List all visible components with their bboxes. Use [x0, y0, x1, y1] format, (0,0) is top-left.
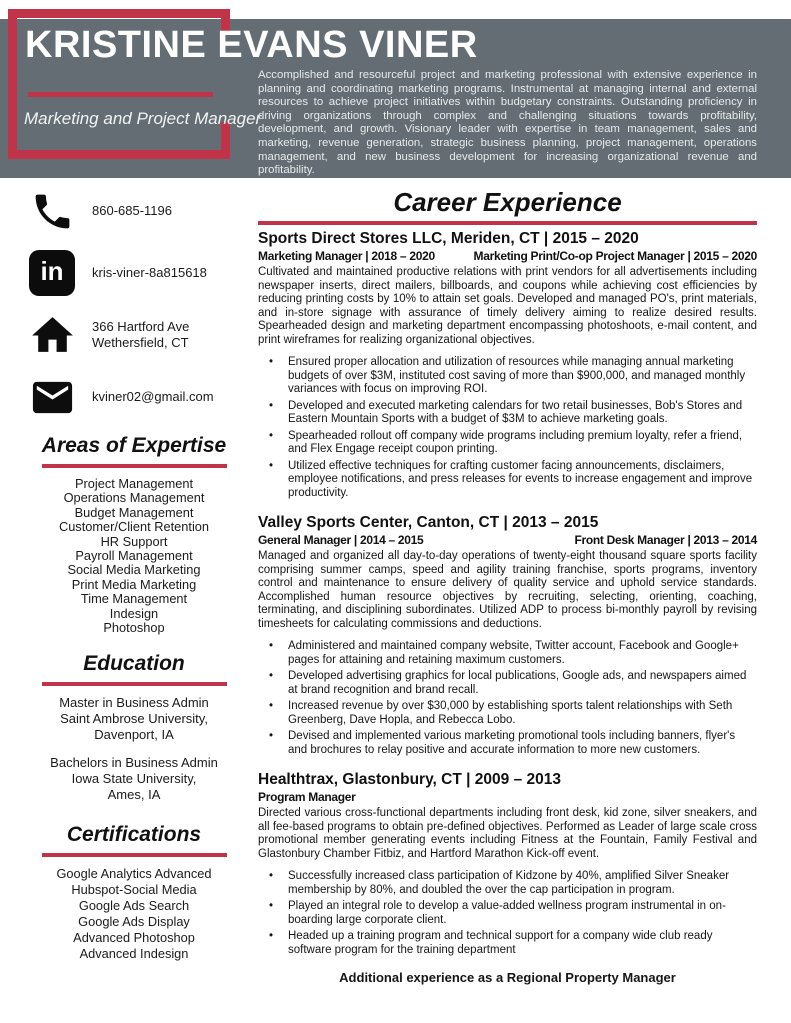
certification-item: Advanced Indesign [79, 946, 189, 962]
certification-item: Google Ads Search [78, 898, 190, 914]
education-entry [12, 755, 256, 803]
expertise-item: Indesign [109, 605, 159, 621]
accent-frame-left [8, 9, 17, 159]
certification-item: Google Analytics Advanced [56, 866, 212, 882]
address-line1: 366 Hartford Ave [92, 319, 190, 334]
experience-heading: Career Experience [393, 187, 622, 217]
job-role: Front Desk Manager | 2013 – 2014 [574, 533, 757, 547]
accent-frame-bottom [8, 150, 230, 159]
job-bullet: • Utilized effective techniques for crafting customer facing announcements, disclaimers, employee notifications, and press releases for events to increase engagement and improve productivity. [288, 460, 757, 501]
job-bullets [258, 640, 757, 757]
job-bullet: • Developed and executed marketing calendars for two retail businesses, Bob's Stores and Eastern Mountain Sports with a budget of $3M to achieve marketing goals. [288, 400, 757, 427]
certifications-underline [42, 853, 227, 857]
job-bullet: • Spearheaded rollout off company wide programs including premium loyalty, refer a friend, and Flex Engage receipt coupon printing. [288, 430, 757, 457]
experience-rule [258, 221, 757, 225]
school: Iowa State University, [71, 771, 197, 787]
job-roles [258, 533, 757, 547]
phone-icon [26, 189, 78, 234]
contact-linkedin-row [26, 248, 256, 298]
job-bullet: • Developed advertising graphics for local publications, Google ads, and newspapers aimed at brand recognition and brand recall. [288, 670, 757, 697]
education-entry [12, 695, 256, 743]
job-role: Marketing Print/Co-op Project Manager | 2015 – 2020 [473, 249, 757, 263]
job-company: Valley Sports Center, Canton, CT | 2013 – 2015 [258, 514, 599, 531]
school-location: Davenport, IA [94, 727, 174, 743]
contact-address-row [26, 310, 256, 360]
home-icon [26, 311, 78, 360]
address-line2: Wethersfield, CT [92, 335, 189, 350]
degree: Bachelors in Business Admin [50, 755, 218, 771]
linkedin-handle: kris-viner-8a815618 [92, 265, 207, 280]
certification-item: Google Ads Display [78, 914, 190, 930]
school: Saint Ambrose University, [60, 711, 208, 727]
expertise-item: Photoshop [103, 620, 165, 636]
contact-email-row [26, 372, 256, 422]
job-summary: Managed and organized all day-to-day operations of twenty-eight thousand square sports facility comprising summer camps, speed and agility training franchise, sports programs, inventory control and maintenance to ensure delivery of quality service and uphold service standards. Accomplished human resource objectives by recruiting, selecting, orienting, coaching, terminating, and disciplining subordinates. Utilized ADP to process bi-monthly payroll by revising timesheets for calculating commissions and deductions. [258, 550, 757, 630]
job-section [258, 230, 757, 500]
contact-phone-row [26, 186, 256, 236]
expertise-list [12, 477, 256, 635]
expertise-item: HR Support [100, 533, 168, 549]
education-heading: Education [83, 652, 185, 676]
job-role: General Manager | 2014 – 2015 [258, 533, 424, 547]
candidate-name: KRISTINE EVANS VINER [25, 24, 478, 66]
job-bullet: • Played an integral role to develop a value-added wellness program instrumental in on-boarding large corporate client. [288, 900, 757, 927]
job-bullet: • Administered and maintained company website, Twitter account, Facebook and Google+ pages for attaining and retaining maximum customers. [288, 640, 757, 667]
job-bullets [258, 356, 757, 500]
job-section [258, 514, 757, 757]
job-roles [258, 790, 757, 804]
job-bullet: • Ensured proper allocation and utilization of resources while managing annual marketing budgets of over $3M, instituted cost saving of more than $900,000, and managed monthly variances with focus on improving ROI. [288, 356, 757, 397]
expertise-heading: Areas of Expertise [41, 434, 227, 457]
phone-number: 860-685-1196 [92, 203, 172, 218]
additional-experience-note: Additional experience as a Regional Property Manager [339, 970, 676, 985]
job-company: Sports Direct Stores LLC, Meriden, CT | 2015 – 2020 [258, 230, 639, 247]
address [92, 319, 189, 351]
certification-item: Hubspot-Social Media [71, 882, 197, 898]
profile-summary: Accomplished and resourceful project and marketing professional with extensive experience in planning and coordinating marketing programs. Instrumental at managing internal and external resources to achieve project initiatives within budgetary constraints. Outstanding proficiency in driving organizations through complex and challenging situations towards profitability, development, and growth. Visionary leader with expertise in team management, sales and marketing, revenue generation, strategic business planning, project management, operations management, and new business development for increasing organizational revenue and profitability. [258, 69, 757, 177]
expertise-underline [42, 464, 227, 468]
contact-section [12, 186, 256, 422]
expertise-item: Time Management [80, 591, 188, 607]
expertise-item: Customer/Client Retention [58, 519, 210, 535]
job-bullet: • Devised and implemented various marketing promotional tools including banners, flyer's and brochures to relay positive and accurate information to more new customers. [288, 730, 757, 757]
candidate-title: Marketing and Project Manager [24, 109, 262, 128]
job-role: Marketing Manager | 2018 – 2020 [258, 249, 435, 263]
experience-column [258, 187, 757, 985]
expertise-item: Social Media Marketing [67, 562, 201, 578]
title-underline [28, 92, 213, 97]
expertise-item: Payroll Management [75, 548, 193, 564]
degree: Master in Business Admin [59, 695, 209, 711]
sidebar [12, 186, 256, 962]
expertise-item: Budget Management [74, 504, 194, 520]
job-summary: Directed various cross-functional departments including front desk, kid zone, silver sneakers, and all fee-based programs to obtain pre-defined objectives. Performed as Leader of large scale cross promotional member generating events including Fitness at the Fountain, Family Festival and Glastonbury Chamber Fitbiz, and Hartford Marathon Kick-off event. [258, 807, 757, 860]
certifications-list [12, 866, 256, 962]
certifications-heading: Certifications [66, 823, 202, 847]
job-bullets [258, 870, 757, 957]
certification-item: Advanced Photoshop [73, 930, 195, 946]
job-roles [258, 249, 757, 263]
education-underline [42, 682, 227, 686]
job-bullet: • Successfully increased class participation of Kidzone by 40%, amplified Silver Sneaker membership by 80%, and doubled the over the cap participation in program. [288, 870, 757, 897]
job-company: Healthtrax, Glastonbury, CT | 2009 – 2013 [258, 771, 561, 788]
job-summary: Cultivated and maintained productive relations with print vendors for all advertisements including newspaper inserts, direct mailers, billboards, and coupons while achieving cost efficiencies by reducing printing costs by 10% to attain set goals. Developed and managed PO's, print materials, and in-store signage with assurance of timely delivery aiming to realize desired results. Spearheaded design and marketing department encompassing photoshoots, e-mail content, and print wireframes for realizing organizational objectives. [258, 266, 757, 346]
job-bullet: • Headed up a training program and technical support for a company wide club ready software program for the training department [288, 930, 757, 957]
email-icon [26, 374, 78, 421]
job-section [258, 771, 757, 957]
linkedin-icon: in [26, 250, 78, 296]
job-bullet: • Increased revenue by over $30,000 by establishing sports talent relationships with Seth Greenberg, Dave Hopla, and Rebecca Lobo. [288, 700, 757, 727]
expertise-item: Print Media Marketing [71, 576, 197, 592]
school-location: Ames, IA [107, 787, 161, 803]
email-address: kviner02@gmail.com [92, 389, 214, 404]
accent-frame-top [8, 9, 230, 18]
expertise-item: Project Management [74, 476, 194, 491]
job-role: Program Manager [258, 790, 356, 804]
expertise-item: Operations Management [63, 490, 205, 506]
